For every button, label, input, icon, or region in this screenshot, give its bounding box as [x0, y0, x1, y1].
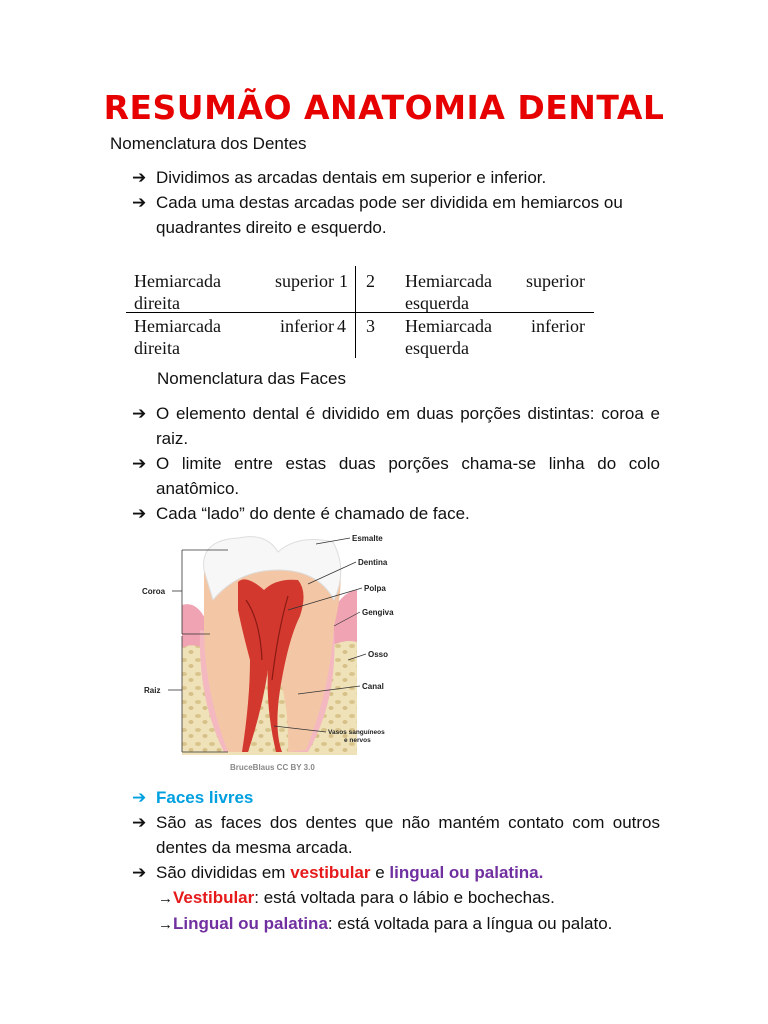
bullet-list-faces: [132, 401, 660, 526]
right-arrow-icon: ➔: [132, 454, 147, 473]
label-osso: Osso: [368, 650, 389, 659]
table-cell-upper-left: Hemiarcada superior esquerda: [405, 271, 585, 313]
quadrant-number: 2: [366, 271, 375, 291]
list-item: ➔ O limite entre estas duas porções chama-se linha do colo anatômico.: [132, 451, 660, 501]
tooth-anatomy-figure: [138, 530, 400, 778]
label-gengiva: Gengiva: [362, 608, 394, 617]
list-item: →Vestibular: está voltada para o lábio e bochechas.: [158, 888, 555, 907]
list-item: →Lingual ou palatina: está voltada para a língua ou palato.: [158, 914, 613, 933]
label-raiz: Raiz: [144, 686, 161, 695]
right-arrow-icon: ➔: [132, 168, 147, 187]
quadrant-number: 3: [366, 316, 375, 336]
list-item: ➔ Cada uma destas arcadas pode ser dividida em hemiarcos ou quadrantes direito e esquerdo.: [132, 190, 660, 240]
term-lingual: lingual ou palatina.: [389, 863, 544, 882]
right-arrow-icon: ➔: [132, 863, 147, 882]
section-heading-faces: Nomenclatura das Faces: [157, 369, 346, 388]
tooth-illustration: [138, 530, 400, 778]
label-polpa: Polpa: [364, 584, 386, 593]
right-arrow-icon: ➔: [132, 504, 147, 523]
quadrant-number: 4: [337, 316, 346, 336]
label-esmalte: Esmalte: [352, 534, 383, 543]
bullet-list-faces-livres: [132, 785, 660, 937]
list-item: ➔ São divididas em vestibular e lingual ou palatina.: [132, 860, 660, 885]
right-arrow-icon: ➔: [132, 788, 147, 807]
figure-credit: BruceBlaus CC BY 3.0: [230, 763, 315, 772]
right-arrow-icon: ➔: [132, 404, 147, 423]
label-vasos: Vasos sanguíneos: [328, 729, 385, 736]
label-canal: Canal: [362, 682, 384, 691]
list-item: [132, 785, 660, 810]
term-vestibular: vestibular: [290, 863, 371, 882]
right-arrow-icon: ➔: [132, 813, 147, 832]
list-item: ➔ Dividimos as arcadas dentais em superior e inferior.: [132, 165, 660, 190]
table-cell-lower-right: Hemiarcada inferior direita: [134, 316, 334, 358]
list-item: ➔ São as faces dos dentes que não mantém contato com outros dentes da mesma arcada.: [132, 810, 660, 860]
page-title: RESUMÃO ANATOMIA DENTAL: [103, 88, 665, 127]
list-item: ➔ O elemento dental é dividido em duas porções distintas: coroa e raiz.: [132, 401, 660, 451]
label-dentina: Dentina: [358, 558, 388, 567]
table-divider-vertical: [355, 266, 356, 358]
section-heading-dentes: Nomenclatura dos Dentes: [110, 134, 307, 153]
thin-right-arrow-icon: →: [158, 890, 173, 907]
table-cell-upper-right: Hemiarcada superior direita: [134, 271, 334, 313]
label-vasos-2: e nervos: [344, 737, 371, 744]
right-arrow-icon: ➔: [132, 193, 147, 212]
section-heading-faces-livres: Faces livres: [156, 788, 254, 807]
label-coroa: Coroa: [142, 587, 166, 596]
quadrant-table: [126, 266, 594, 358]
table-divider-horizontal: [126, 312, 594, 313]
thin-right-arrow-icon: →: [158, 916, 173, 933]
bullet-list-dentes: [132, 165, 660, 240]
list-item: ➔ Cada “lado” do dente é chamado de face.: [132, 501, 660, 526]
quadrant-number: 1: [339, 271, 348, 291]
table-cell-lower-left: Hemiarcada inferior esquerda: [405, 316, 585, 358]
